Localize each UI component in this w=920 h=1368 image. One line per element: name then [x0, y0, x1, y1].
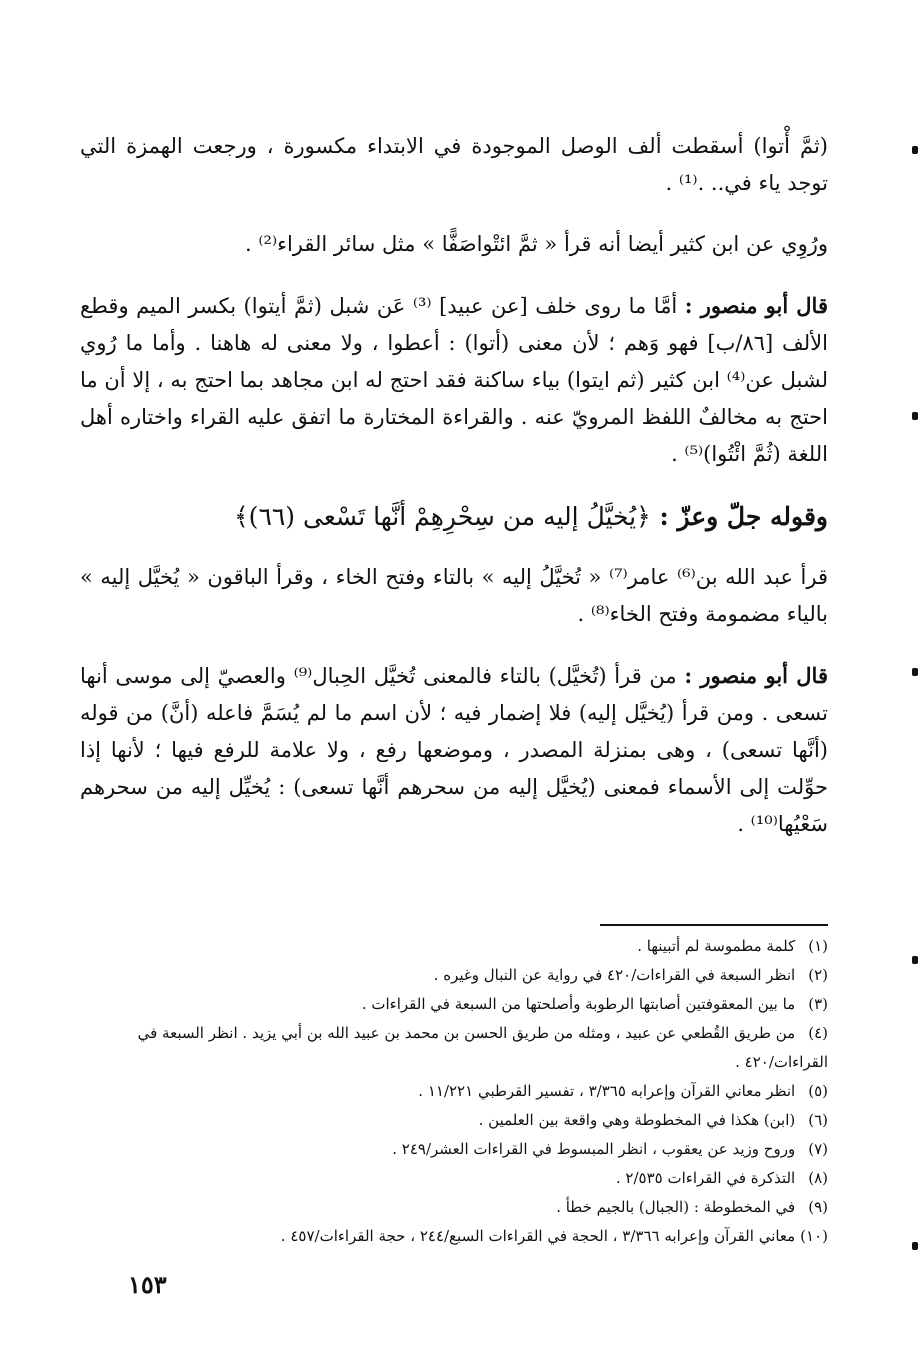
- footnote-number: (٨): [808, 1169, 828, 1187]
- footnote-number: (٥): [808, 1082, 828, 1100]
- footnote-text: وروح وزيد عن يعقوب ، انظر المبسوط في القراءات العشر/٢٤٩ .: [392, 1140, 796, 1158]
- footnote-number: (٦): [808, 1111, 828, 1129]
- footnote: [80, 1164, 828, 1193]
- commentary-text: أمَّا ما روى خلف [عن عبيد] ⁽³⁾ عَن شبل (ثمَّ أيتوا) بكسر الميم وقطع الألف [٨٦/ب] فهو وَهم ؛ لأن معنى (أتوا) : أعطوا ، ولا معنى له هاهنا . وأما ما رُوي لشبل عن⁽⁴⁾ ابن كثير (ثم ايتوا) بياء ساكنة فقد احتج له ابن مجاهد بما احتج به ، إلا أن ما احتج به مخالفٌ اللفظ المرويّ عنه . والقراءة المختارة ما اتفق عليه القراء واختاره أهل اللغة (ثُمَّ ائْتُوا)⁽⁵⁾ .: [80, 294, 828, 466]
- footnote: [80, 1222, 828, 1251]
- footnote-text: انظر معاني القرآن وإعرابه ٣/٣٦٥ ، تفسير القرطبي ١١/٢٢١ .: [418, 1082, 796, 1100]
- commentary-paragraph-2: [80, 657, 828, 843]
- footnotes: [80, 932, 828, 1251]
- footnote: [80, 1135, 828, 1164]
- margin-mark: [912, 956, 918, 964]
- margin-mark: [912, 1242, 918, 1250]
- footnote-text: التذكرة في القراءات ٢/٥٣٥ .: [615, 1169, 796, 1187]
- page-body: [80, 128, 828, 867]
- footnote: [80, 1077, 828, 1106]
- footnote: [80, 961, 828, 990]
- footnote-number: (٤): [808, 1024, 828, 1042]
- commentary-label: قال أبو منصور :: [684, 293, 828, 318]
- footnote: [80, 1193, 828, 1222]
- commentary-text: من قرأ (تُخيَّل) بالتاء فالمعنى تُخيَّل الحِبال⁽⁹⁾ والعصيّ إلى موسى أنها تسعى . ومن قرأ (يُخيَّل إليه) فلا إضمار فيه ؛ لأن اسم ما لم يُسَمَّ فاعله (أنَّ) من قوله (أنَّها تسعى) ، وهى بمنزلة المصدر ، وموضعها رفع ، ولا علامة للرفع فيها ؛ لأنها إذا حوِّلت إلى الأسماء فمعنى (يُخيَّل إليه من سحرهم أنَّها تسعى) : يُخيِّل إليه من سحرهم سَعْيُها⁽¹⁰⁾ .: [80, 664, 828, 836]
- footnote-number: (١٠): [800, 1227, 828, 1245]
- footnote-text: معاني القرآن وإعرابه ٣/٣٦٦ ، الحجة في القراءات السبع/٢٤٤ ، حجة القراءات/٤٥٧ .: [280, 1227, 796, 1245]
- paragraph-1: (ثمَّ أْتوا) أسقطت ألف الوصل الموجودة في الابتداء مكسورة ، ورجعت الهمزة التي توجد ياء في.. .⁽¹⁾ .: [80, 134, 828, 195]
- page-number: ١٥٣: [128, 1270, 167, 1299]
- margin-mark: [912, 146, 918, 154]
- footnote-text: كلمة مطموسة لم أتبينها .: [637, 937, 796, 955]
- footnote-text: ما بين المعقوفتين أصابتها الرطوبة وأصلحتها من السبعة في القراءات .: [361, 995, 796, 1013]
- footnote-number: (٧): [808, 1140, 828, 1158]
- footnote-text: (ابن) هكذا في المخطوطة وهي واقعة بين العلمين .: [478, 1111, 796, 1129]
- footnote: [80, 1019, 828, 1077]
- footnote: [80, 990, 828, 1019]
- reading-paragraph: قرأ عبد الله بن⁽⁶⁾ عامر⁽⁷⁾ « تُخيَّلُ إليه » بالتاء وفتح الخاء ، وقرأ الباقون « يُخيَّل إليه » بالياء مضمومة وفتح الخاء⁽⁸⁾ .: [80, 565, 828, 626]
- footnote-text: انظر السبعة في القراءات/٤٢٠ في رواية عن النبال وغيره .: [433, 966, 796, 984]
- paragraph-2: ورُوِي عن ابن كثير أيضا أنه قرأ « ثمَّ ائتْواصَفًّا » مثل سائر القراء⁽²⁾ .: [245, 232, 828, 256]
- footnote-text: في المخطوطة : (الجبال) بالجيم خطأ .: [556, 1198, 796, 1216]
- footnote: [80, 1106, 828, 1135]
- footnote-divider: [600, 924, 828, 926]
- margin-mark: [912, 668, 918, 676]
- commentary-label: قال أبو منصور :: [684, 663, 828, 688]
- footnote-number: (٢): [808, 966, 828, 984]
- footnote-text: من طريق القُطعي عن عبيد ، ومثله من طريق الحسن بن محمد بن عبيد الله بن أبي يزيد . انظر السبعة في القراءات/٤٢٠ .: [137, 1024, 828, 1071]
- footnote: [80, 932, 828, 961]
- verse-heading: [80, 497, 828, 537]
- verse-lead: وقوله جلّ وعزّ :: [659, 502, 828, 531]
- footnote-number: (١): [808, 937, 828, 955]
- margin-mark: [912, 412, 918, 420]
- footnote-number: (٩): [808, 1198, 828, 1216]
- quran-verse: ﴿يُخيَّلُ إليه من سِحْرِهِمْ أنَّها تَسْعى (٦٦)﴾: [234, 502, 651, 531]
- commentary-paragraph-1: [80, 287, 828, 473]
- footnote-number: (٣): [808, 995, 828, 1013]
